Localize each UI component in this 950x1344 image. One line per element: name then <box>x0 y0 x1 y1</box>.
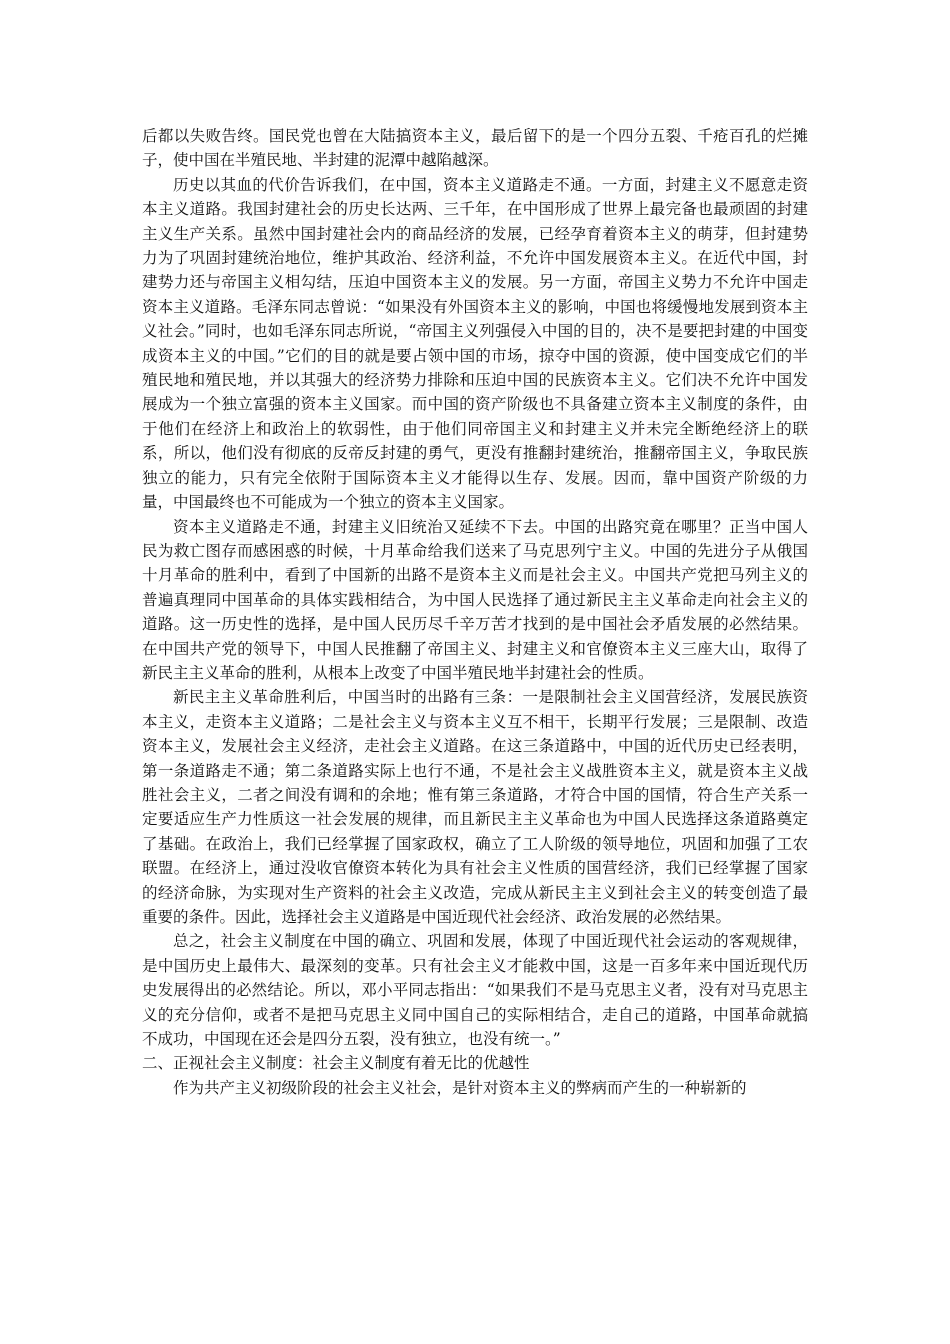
paragraph-socialist-society: 作为共产主义初级阶段的社会主义社会，是针对资本主义的弊病而产生的一种崭新的 <box>173 1078 747 1097</box>
paragraph-continuation: 后都以失败告终。国民党也曾在大陆搞资本主义，最后留下的是一个四分五裂、千疮百孔的烂摊子，使中国在半殖民地、半封建的泥潭中越陷越深。 <box>142 127 808 170</box>
paragraph-three-roads: 新民主主义革命胜利后，中国当时的出路有三条：一是限制社会主义国营经济，发展民族资本主义，走资本主义道路；二是社会主义与资本主义互不相干，长期平行发展；三是限制、改造资本主义，发展社会主义经济，走社会主义道路。在这三条道路中，中国的近代历史已经表明，第一条道路走不通；第二条道路实际上也行不通，不是社会主义战胜资本主义，就是资本主义战胜社会主义，二者之间没有调和的余地；惟有第三条道路，才符合中国的国情，符合生产关系一定要适应生产力性质这一社会发展的规律，而且新民主主义革命也为中国人民选择这条道路奠定了基础。在政治上，我们已经掌握了国家政权，确立了工人阶级的领导地位，巩固和加强了工农联盟。在经济上，通过没收官僚资本转化为具有社会主义性质的国营经济，我们已经掌握了国家的经济命脉，为实现对生产资料的社会主义改造，完成从新民主主义到社会主义的转变创造了最重要的条件。因此，选择社会主义道路是中国近现代社会经济、政治发展的必然结果。 <box>142 688 808 926</box>
paragraph-capitalism-road-blocked: 历史以其血的代价告诉我们，在中国，资本主义道路走不通。一方面，封建主义不愿意走资本主义道路。我国封建社会的历史长达两、三千年，在中国形成了世界上最完备也最顽固的封建主义生产关系。虽然中国封建社会内的商品经济的发展，已经孕育着资本主义的萌芽，但封建势力为了巩固封建统治地位，维护其政治、经济利益，不允许中国发展资本主义。在近代中国，封建势力还与帝国主义相勾结，压迫中国资本主义的发展。另一方面，帝国主义势力不允许中国走资本主义道路。毛泽东同志曾说：“如果没有外国资本主义的影响，中国也将缓慢地发展到资本主义社会。”同时，也如毛泽东同志所说，“帝国主义列强侵入中国的目的，决不是要把封建的中国变成资本主义的中国。”它们的目的就是要占领中国的市场，掠夺中国的资源，使中国变成它们的半殖民地和殖民地，并以其强大的经济势力排除和压迫中国的民族资本主义。它们决不允许中国发展成为一个独立富强的资本主义国家。而中国的资产阶级也不具备建立资本主义制度的条件，由于他们在经济上和政治上的软弱性，由于他们同帝国主义和封建主义并未完全断绝经济上的联系，所以，他们没有彻底的反帝反封建的勇气，更没有推翻封建统治，推翻帝国主义，争取民族独立的能力，只有完全依附于国际资本主义才能得以生存、发展。因而，靠中国资产阶级的力量，中国最终也不可能成为一个独立的资本主义国家。 <box>142 175 808 512</box>
document-page <box>142 124 808 1100</box>
paragraph-october-revolution: 资本主义道路走不通，封建主义旧统治又延续不下去。中国的出路究竟在哪里？正当中国人民为救亡图存而感困惑的时候，十月革命给我们送来了马克思列宁主义。中国的先进分子从俄国十月革命的胜利中，看到了中国新的出路不是资本主义而是社会主义。中国共产党把马列主义的普遍真理同中国革命的具体实践相结合，为中国人民选择了通过新民主主义革命走向社会主义的道路。这一历史性的选择，是中国人民历尽千辛万苦才找到的是中国社会矛盾发展的必然结果。在中国共产党的领导下，中国人民推翻了帝国主义、封建主义和官僚资本主义三座大山，取得了新民主主义革命的胜利，从根本上改变了中国半殖民地半封建社会的性质。 <box>142 517 808 682</box>
paragraph-conclusion: 总之，社会主义制度在中国的确立、巩固和发展，体现了中国近现代社会运动的客观规律，是中国历史上最伟大、最深刻的变革。只有社会主义才能救中国，这是一百多年来中国近现代历史发展得出的必然结论。所以，邓小平同志指出：“如果我们不是马克思主义者，没有对马克思主义的充分信仰，或者不是把马克思主义同中国自己的实际相结合，走自己的道路，中国革命就搞不成功，中国现在还会是四分五裂，没有独立，也没有统一。” <box>142 932 808 1049</box>
section-heading: 二、正视社会主义制度：社会主义制度有着无比的优越性 <box>142 1054 530 1073</box>
